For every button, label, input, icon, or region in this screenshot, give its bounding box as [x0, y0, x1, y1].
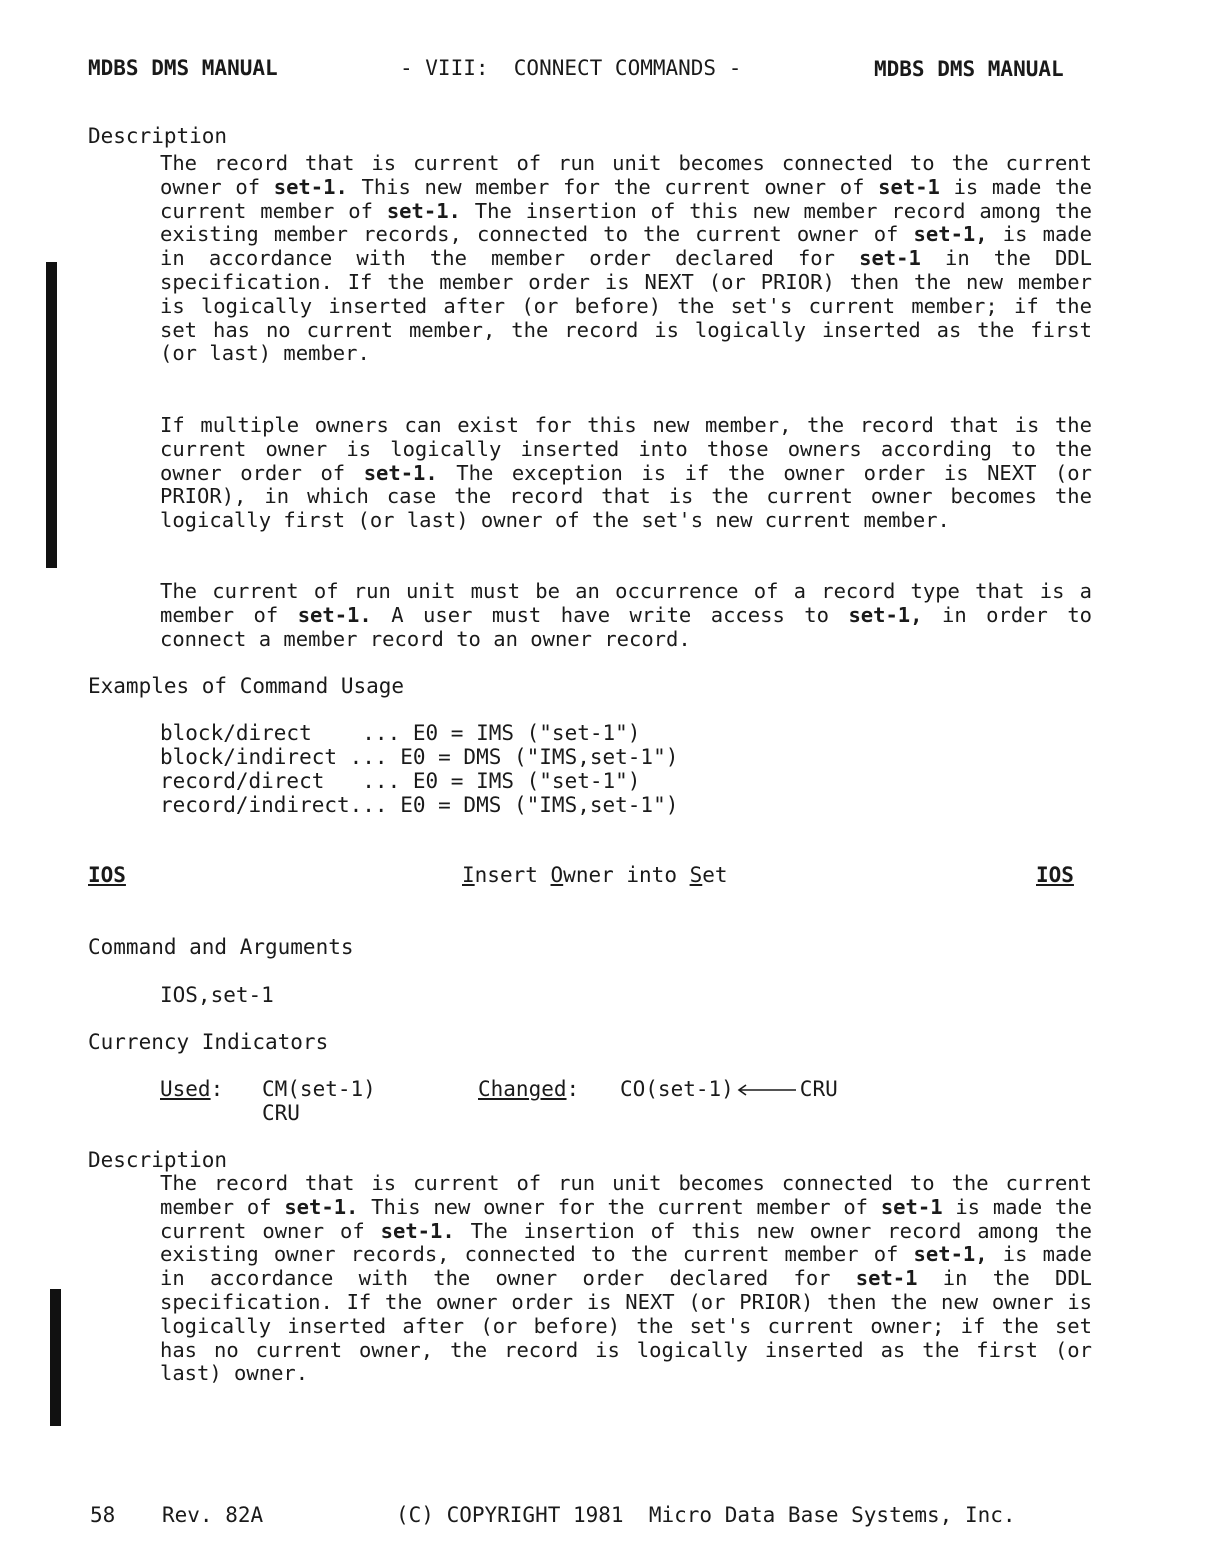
description-paragraph-2: If multiple owners can exist for this new member, the record that is the current owner is logically inserted into those owners according to the owner order of set-1. The exception is if the owner order is NEXT (or PRIOR), in which case the record that is the current owner becomes the logically first (or last) owner of the set's new current member.	[160, 413, 1092, 533]
used-label: Used:	[160, 1077, 224, 1101]
description-heading: Description	[88, 124, 228, 148]
footer-copyright: (C) COPYRIGHT 1981 Micro Data Base Systems, Inc.	[396, 1503, 1016, 1527]
command-arguments: IOS,set-1	[160, 983, 274, 1007]
revision-bar	[46, 262, 57, 568]
command-code-right: IOS	[1036, 863, 1074, 887]
command-code-left: IOS	[88, 863, 126, 887]
used-value: CRU	[262, 1101, 300, 1125]
description-paragraph-1: The record that is current of run unit becomes connected to the current owner of set-1. This new member for the current owner of set-1 is made the current member of set-1. The insertion of this new member record among the existing member records, connected to the current owner of set-1, is made in accordance with the member order declared for set-1 in the DDL specification. If the member order is NEXT (or PRIOR) then the new member is logically inserted after (or before) the set's current member; if the set has no current member, the record is logically inserted as the first (or last) member.	[160, 151, 1092, 366]
command-arguments-heading: Command and Arguments	[88, 935, 354, 959]
example-line: record/indirect... E0 = DMS ("IMS,set-1")	[160, 793, 679, 817]
revision-bar	[50, 1289, 61, 1426]
description-paragraph-4: The record that is current of run unit becomes connected to the current member of set-1. This new owner for the current member of set-1 is made the current owner of set-1. The insertion of this new owner record among the existing owner records, connected to the current member of set-1, is made in accordance with the owner order declared for set-1 in the DDL specification. If the owner order is NEXT (or PRIOR) then the new owner is logically inserted after (or before) the set's current owner; if the set has no current owner, the record is logically inserted as the first (or last) owner.	[160, 1171, 1093, 1386]
currency-indicators-heading: Currency Indicators	[88, 1030, 329, 1054]
example-line: block/direct ... E0 = IMS ("set-1")	[160, 721, 641, 745]
description-heading-2: Description	[88, 1148, 228, 1172]
footer-page-number: 58	[90, 1503, 116, 1527]
used-value: CM(set-1)	[262, 1077, 376, 1101]
command-title: Insert Owner into Set	[462, 863, 728, 887]
header-right: MDBS DMS MANUAL	[874, 57, 1064, 81]
header-left: MDBS DMS MANUAL	[88, 56, 278, 80]
changed-label: Changed:	[478, 1077, 580, 1101]
changed-assignment: CO(set-1) CRU	[620, 1077, 838, 1101]
examples-heading: Examples of Command Usage	[88, 674, 405, 698]
example-line: record/direct ... E0 = IMS ("set-1")	[160, 769, 641, 793]
example-line: block/indirect ... E0 = DMS ("IMS,set-1")	[160, 745, 679, 769]
footer-revision: Rev. 82A	[162, 1503, 264, 1527]
header-center: - VIII: CONNECT COMMANDS -	[400, 56, 742, 80]
left-arrow-icon	[736, 1083, 798, 1097]
description-paragraph-3: The current of run unit must be an occurrence of a record type that is a member of set-1. A user must have write access to set-1, in order to connect a member record to an owner record.	[160, 579, 1092, 651]
